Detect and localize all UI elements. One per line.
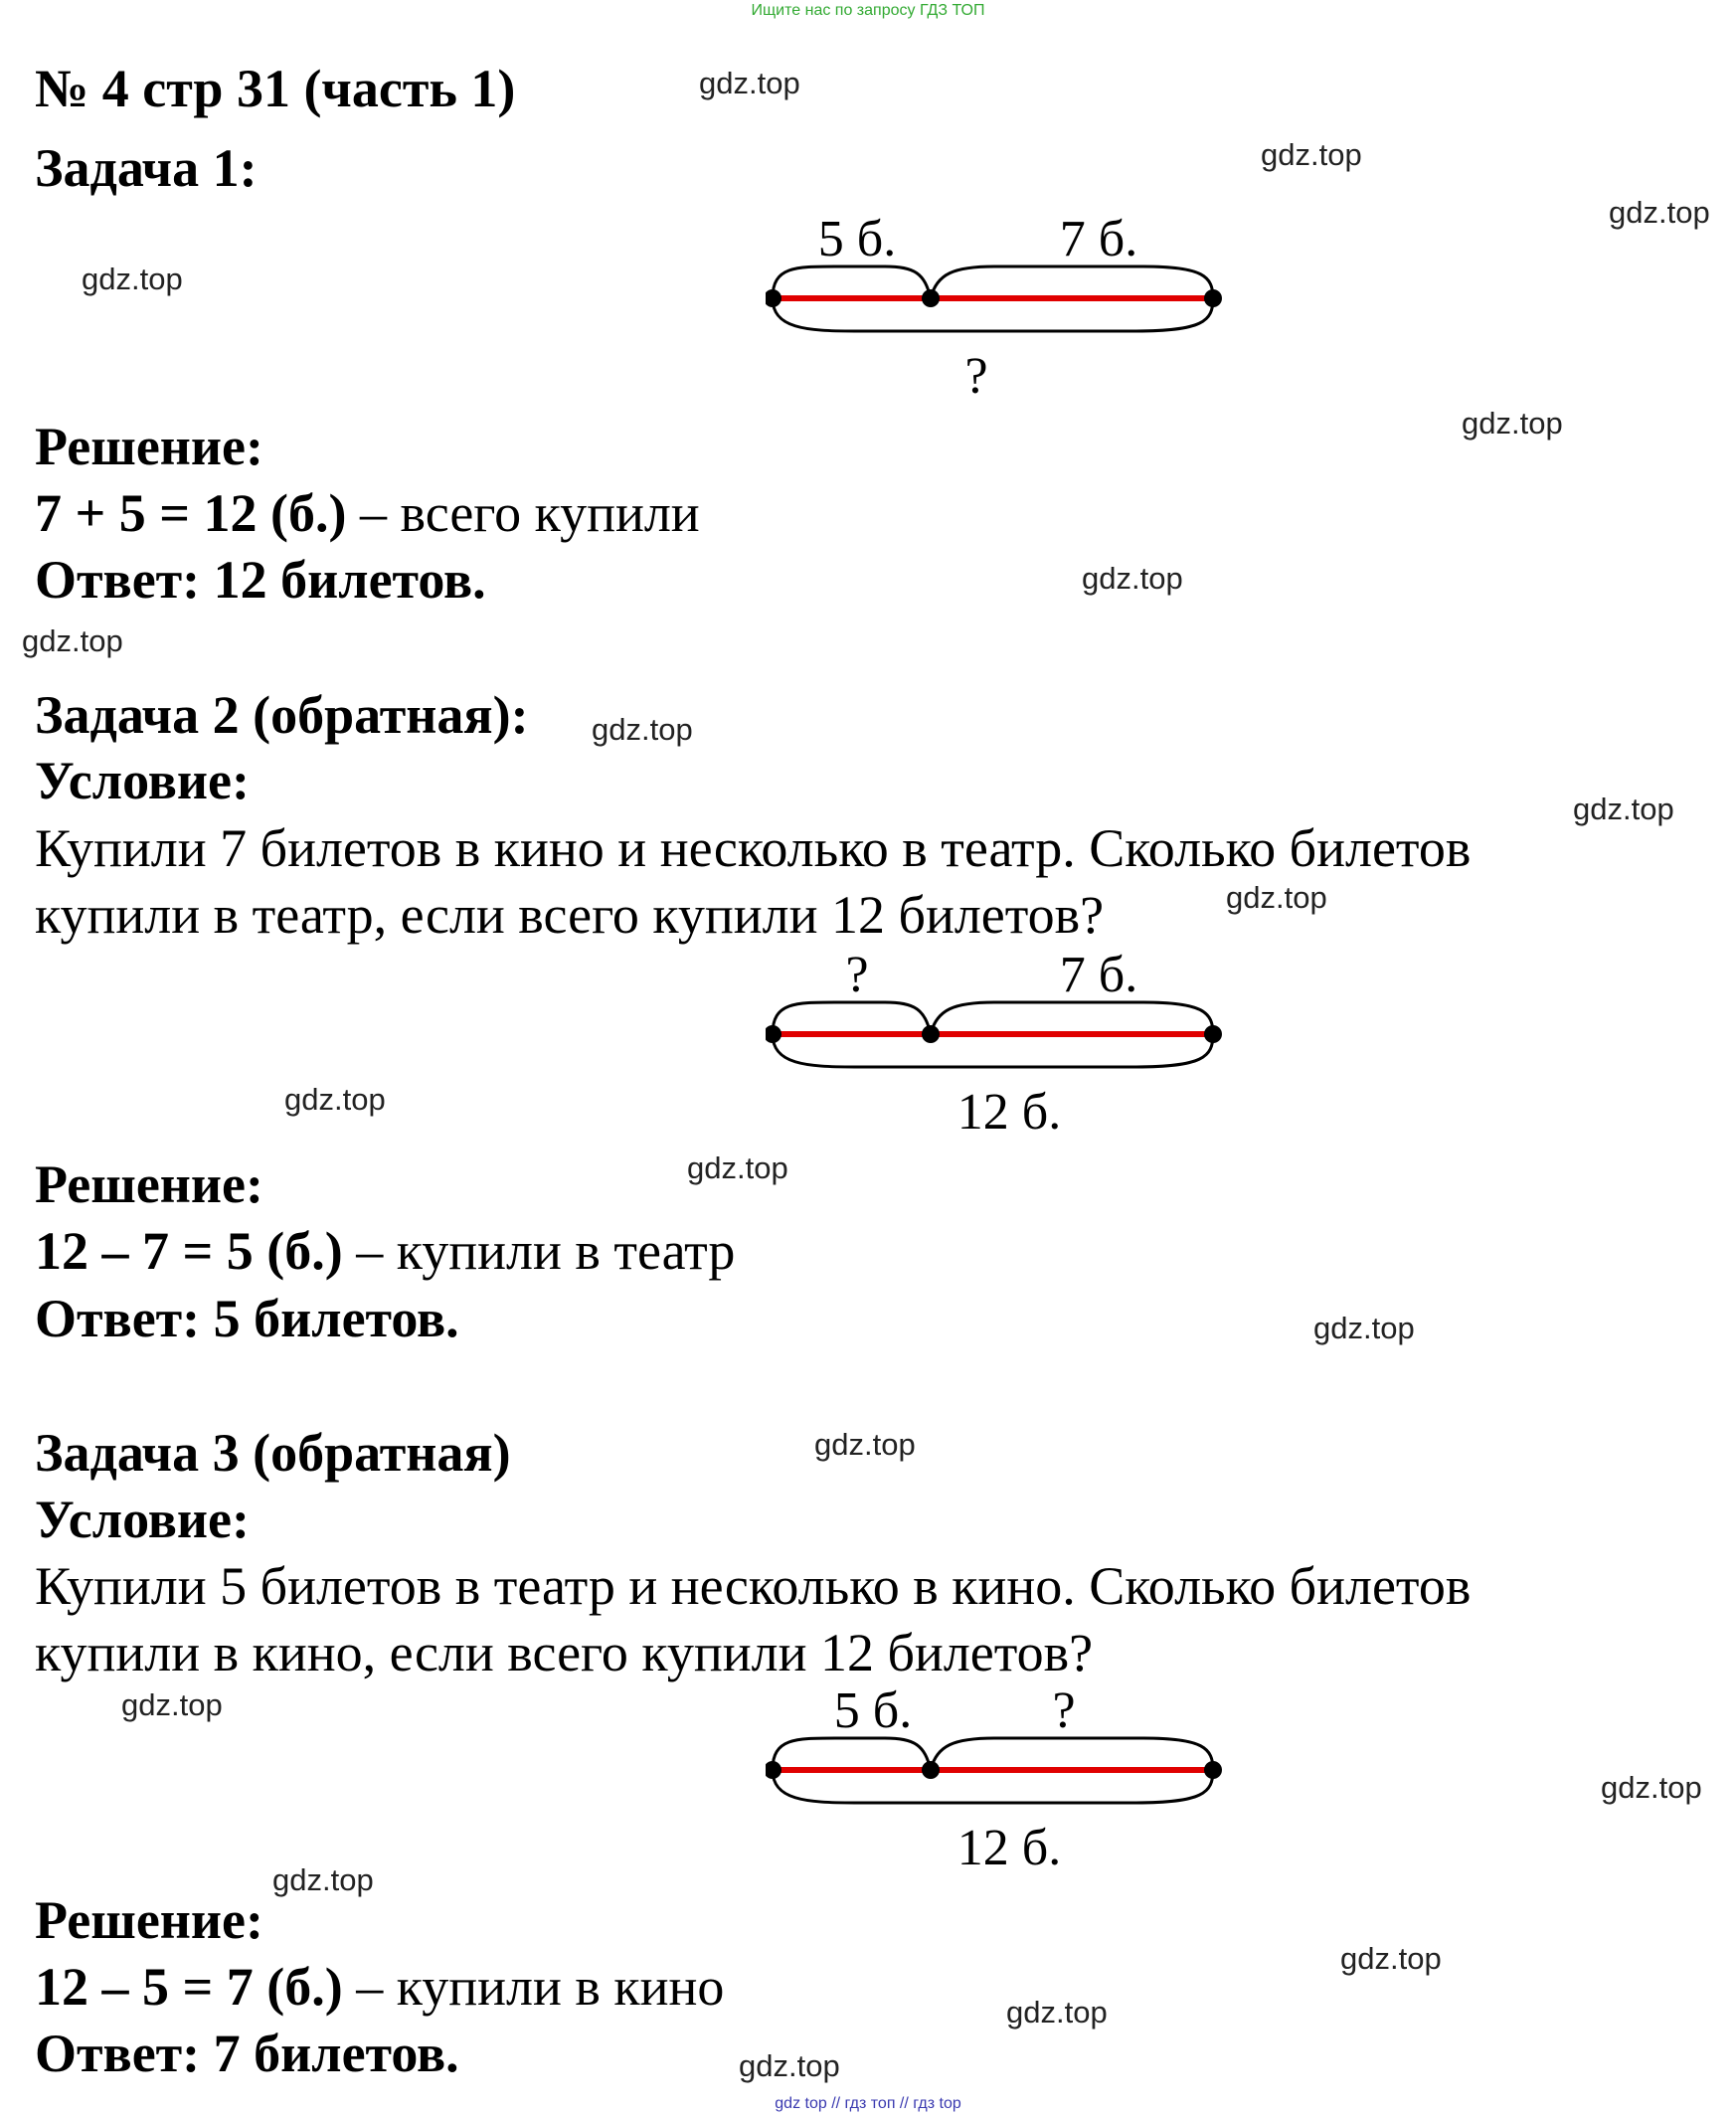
watermark: gdz.top xyxy=(1261,137,1362,172)
left-arc xyxy=(773,1738,931,1770)
task1-answer: Ответ: 12 билетов. xyxy=(35,550,486,610)
right-part-label: 7 б. xyxy=(1059,947,1138,1003)
task2-answer: Ответ: 5 билетов. xyxy=(35,1289,459,1348)
total-label: 12 б. xyxy=(956,1084,1062,1141)
watermark: gdz.top xyxy=(1462,406,1563,441)
task2-solution-heading: Решение: xyxy=(35,1154,263,1214)
task2-solution xyxy=(35,1220,735,1282)
solution-expression: 12 – 5 = 7 (б.) xyxy=(35,1957,343,2017)
left-part-label: 5 б. xyxy=(833,1682,913,1739)
bottom-arc xyxy=(773,1034,1213,1067)
point-end xyxy=(1204,1025,1222,1043)
bottom-banner[interactable]: gdz top // гдз топ // гдз top xyxy=(775,2095,961,2112)
task2-condition-line2: купили в театр, если всего купили 12 билетов? xyxy=(35,885,1105,945)
point-start xyxy=(766,289,781,307)
page-title: № 4 стр 31 (часть 1) xyxy=(35,59,516,118)
right-part-label: 7 б. xyxy=(1059,211,1138,267)
task3-solution xyxy=(35,1956,724,2018)
watermark: gdz.top xyxy=(1609,195,1710,230)
solution-expression: 12 – 7 = 5 (б.) xyxy=(35,1221,343,1281)
watermark: gdz.top xyxy=(687,1150,788,1185)
watermark: gdz.top xyxy=(739,2048,840,2083)
task3-segment-diagram xyxy=(766,1676,1233,1879)
solution-note: – купили в кино xyxy=(342,1957,725,2017)
task2-segment-diagram xyxy=(766,940,1233,1144)
task1-solution xyxy=(35,482,700,544)
task3-condition-heading: Условие: xyxy=(35,1490,250,1549)
left-part-label: ? xyxy=(845,947,869,1003)
task2-condition-heading: Условие: xyxy=(35,751,250,810)
point-end xyxy=(1204,289,1222,307)
right-arc xyxy=(931,1002,1213,1034)
bottom-arc xyxy=(773,298,1213,331)
point-start xyxy=(766,1025,781,1043)
solution-note: – всего купили xyxy=(346,483,700,543)
task3-answer: Ответ: 7 билетов. xyxy=(35,2024,459,2083)
watermark: gdz.top xyxy=(1340,1941,1442,1976)
point-end xyxy=(1204,1761,1222,1779)
point-middle xyxy=(922,289,940,307)
watermark: gdz.top xyxy=(1082,561,1183,596)
left-arc xyxy=(773,1002,931,1034)
left-arc xyxy=(773,266,931,298)
watermark: gdz.top xyxy=(814,1427,916,1462)
right-arc xyxy=(931,266,1213,298)
solution-expression: 7 + 5 = 12 (б.) xyxy=(35,483,347,543)
watermark: gdz.top xyxy=(284,1082,386,1117)
task3-condition-line1: Купили 5 билетов в театр и несколько в кино. Сколько билетов xyxy=(35,1556,1472,1616)
task1-heading: Задача 1: xyxy=(35,138,258,198)
total-label: ? xyxy=(964,348,988,405)
watermark: gdz.top xyxy=(592,712,693,747)
bottom-arc xyxy=(773,1770,1213,1803)
task2-heading: Задача 2 (обратная): xyxy=(35,685,529,745)
watermark: gdz.top xyxy=(1006,1995,1108,2030)
point-middle xyxy=(922,1761,940,1779)
point-middle xyxy=(922,1025,940,1043)
watermark: gdz.top xyxy=(82,262,183,296)
solution-note: – купили в театр xyxy=(342,1221,736,1281)
point-start xyxy=(766,1761,781,1779)
watermark: gdz.top xyxy=(121,1687,223,1722)
task3-heading: Задача 3 (обратная) xyxy=(35,1423,511,1483)
right-part-label: ? xyxy=(1052,1682,1076,1739)
task3-solution-heading: Решение: xyxy=(35,1890,263,1950)
task1-segment-diagram xyxy=(766,204,1233,408)
watermark: gdz.top xyxy=(699,66,800,100)
right-arc xyxy=(931,1738,1213,1770)
watermark: gdz.top xyxy=(1226,880,1327,915)
watermark: gdz.top xyxy=(22,623,123,658)
watermark: gdz.top xyxy=(1601,1770,1702,1805)
watermark: gdz.top xyxy=(1573,792,1674,826)
watermark: gdz.top xyxy=(272,1862,374,1897)
left-part-label: 5 б. xyxy=(817,211,897,267)
task3-condition-line2: купили в кино, если всего купили 12 билетов? xyxy=(35,1623,1094,1682)
task2-condition-line1: Купили 7 билетов в кино и несколько в театр. Сколько билетов xyxy=(35,818,1472,878)
total-label: 12 б. xyxy=(956,1820,1062,1876)
top-banner[interactable]: Ищите нас по запросу ГДЗ ТОП xyxy=(751,2,985,19)
task1-solution-heading: Решение: xyxy=(35,417,263,476)
watermark: gdz.top xyxy=(1313,1311,1415,1345)
